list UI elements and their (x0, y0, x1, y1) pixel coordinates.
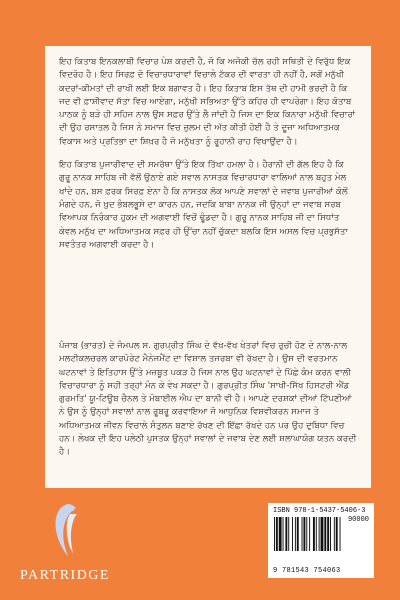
partridge-bird-icon (46, 500, 86, 560)
paragraph-1: ਇਹ ਕਿਤਾਬ ਇਨਕਲਾਬੀ ਵਿਚਾਰ ਪੇਸ਼ ਕਰਦੀ ਹੈ, ਜੋ ਕਿ ਅਜੋਕੀ ਚੱਲ ਰਹੀ ਸਥਿਤੀ ਦੇ ਵਿਰੁੱਧ ਇਕ ਵਿਦਰੋਹ ਹੈ। ਇਹ ਸਿਰਫ਼ ਦੋ ਵਿਚਾਰਧਾਰਾਵਾਂ ਵਿਚਾਲੇ ਟੱਕਰ ਦੀ ਵਾਰਤਾ ਹੀ ਨਹੀਂ ਹੈ, ਸਗੋਂ ਮਨੁੱਖੀ ਕਦਰਾਂ-ਕੀਮਤਾਂ ਦੀ ਰਾਖੀ ਲਈ ਇਕ ਬਗਾਵਤ ਹੈ। ਇਹ ਕਿਤਾਬ ਇਸ ਤੱਥ ਦੀ ਹਾਮੀ ਭਰਦੀ ਹੈ ਕਿ ਜਦ ਵੀ ਫ਼ਾਸ਼ੀਵਾਦ ਸੱਤਾ ਵਿਚ ਆਏਗਾ, ਮਨੁੱਖੀ ਸਭਿਅਤਾ ਉੱਤੇ ਕਹਿਰ ਹੀ ਵਾਪਰੇਗਾ। ਇਹ ਕੋਤਾਬ ਪਾਠਕ ਨੂੰ ਬੜੇ ਹੀ ਸਹਿਜ ਨਾਲ ਉਸ ਸਫ਼ਰ ਉੱਤੇ ਲੈ ਜਾਂਦੀ ਹੈ ਜਿਸ ਦਾ ਇਕ ਕਿਨਾਰਾ ਮਨੁੱਖੀ ਵਿਚਾਰਾਂ ਦੀ ਉਹ ਰਸਾਤਲ ਹੈ ਜਿਸ ਨੇ ਸਮਾਜ ਵਿਚ ਜ਼ੁਲਮ ਦੀ ਅੱਤ ਕੀਤੀ ਹੋਈ ਹੈ ਤੇ ਦੂਜਾ ਅਧਿਆਤਮਕ ਵਿਕਾਸ ਅਤੇ ਪ੍ਰਤਿਭਾ ਦਾ ਸ਼ਿਖ਼ਰ ਹੈ ਜੋ ਮਨੁੱਖਤਾ ਨੂੰ ਰੂਹਾਨੀ ਰਾਹ ਵਿਖਾਉਂਦਾ ਹੈ। (59, 57, 356, 147)
isbn-barcode (268, 503, 374, 578)
price-code: 90000 (347, 516, 369, 524)
isbn-number: ISBN 978-1-5437-5406-3 (273, 507, 366, 515)
barcode-digits: 9 781543 754063 (273, 567, 341, 575)
paragraph-2: ਇਹ ਕਿਤਾਬ ਪੁਜਾਰੀਵਾਦ ਦੀ ਸਮਰੱਥਾ ਉੱਤੇ ਇਕ ਤਿੱਖਾ ਹਮਲਾ ਹੈ। ਹੈਰਾਨੀ ਦੀ ਗੱਲ ਇਹ ਹੈ ਕਿ ਗੁਰੂ ਨਾਨਕ ਸਾਹਿਬ ਜੀ ਵੱਲੋਂ ਉਠਾਏ ਗਏ ਸਵਾਲ ਨਾਸਤਕ ਵਿਚਾਰਧਾਰਾ ਵਾਲਿਆਂ ਨਾਲ ਬਹੁਤ ਮੇਲ ਖਾਂਦੇ ਹਨ, ਬਸ ਫ਼ਰਕ ਸਿਰਫ਼ ਏਨਾ ਹੈ ਕਿ ਨਾਸਤਕ ਲੋਕ ਆਪਣੇ ਸਵਾਲਾਂ ਦੇ ਜਵਾਬ ਪੁਜਾਰੀਆਂ ਕੋਲੋਂ ਮੰਗਦੇ ਹਨ, ਜੋ ਖ਼ੁਦ ਭੰਬਲਭੂਸੇ ਦਾ ਕਾਰਨ ਹਨ, ਜਦਕਿ ਬਾਬਾ ਨਾਨਕ ਜੀ ਉਨ੍ਹਾਂ ਦਾ ਜਵਾਬ ਸਰਬ ਵਿਆਪਕ ਨਿਰੰਕਾਰ ਹੁਕਮ ਦੀ ਅਗਵਾਈ ਵਿਚੋਂ ਢੂੰਡਦਾ ਹੈ। ਗੁਰੂ ਨਾਨਕ ਸਾਹਿਬ ਜੀ ਦਾ ਸਿਧਾਂਤ ਕੇਵਲ ਮਨੁੱਖ ਦਾ ਅਧਿਆਤਮਕ ਸਫ਼ਰ ਹੀ ਉੱਚਾ ਨਹੀਂ ਚੁੱਕਦਾ ਬਲਕਿ ਇਸ ਅਸਲ ਵਿਚ ਪ੍ਰਭੁਸੱਤਾ ਸਵਤੰਤਰ ਅਗਵਾਈ ਕਰਦਾ ਹੈ। (59, 160, 348, 250)
paragraph-3: ਪੰਜਾਬ (ਭਾਰਤ) ਦੇ ਜੰਮਪਲ ਸ. ਗੁਰਪ੍ਰੀਤ ਸਿੰਘ ਦੇ ਵੱਖ-ਵੱਖ ਖੇਤਰਾਂ ਵਿਚ ਰੁਚੀ ਹੋਣ ਦੇ ਨਾਲ-ਨਾਲ ਮਲਟੀਕਲਚਰਲ ਕਾਰਪੋਰੇਟ ਮੈਨੇਜਮੈਂਟ ਦਾ ਵਿਸ਼ਾਲ ਤਜਰਬਾ ਵੀ ਰੱਖਦਾ ਹੈ। ਉਸ ਦੀ ਵਰਤਮਾਨ ਘਟਨਾਵਾਂ ਤੇ ਇਤਿਹਾਸ ਉੱਤੇ ਮਜ਼ਬੂਤ ਪਕੜ ਹੈ ਜਿਸ ਨਾਲ ਉਹ ਘਟਨਾਵਾਂ ਦੇ ਪਿੱਛੇ ਕੰਮ ਕਰਨ ਵਾਲੀ ਵਿਚਾਰਧਾਰਾ ਨੂੰ ਸਹੀ ਤਰ੍ਹਾਂ ਮੰਨ ਕੇ ਵੇਖ ਸਕਦਾ ਹੈ। ਗੁਰਪ੍ਰੀਤ ਸਿੰਘ 'ਸਾਖੀ-ਸਿੱਖ ਹਿਸਟਰੀ ਐਂਡ ਗੁਰਮਤਿ' ਯੂ-ਟਿਊਬ ਚੈਨਲ ਤੇ ਮੋਬਾਈਲ ਐਪ ਦਾ ਬਾਨੀ ਵੀ ਹੈ। ਆਪਣੇ ਦਰਸ਼ਕਾਂ ਦੀਆਂ ਟਿੱਪਣੀਆਂ ਨੇ ਉਸ ਨੂੰ ਉਨ੍ਹਾਂ ਸਵਾਲਾਂ ਨਾਲ ਰੂਬਰੂ ਕਰਵਾਇਆ ਜੋ ਆਧੁਨਿਕ ਵਿਸ਼ਵੀਕਰਨ ਸਮਾਜ ਤੇ ਅਧਿਆਤਮਕ ਜੀਵਨ ਵਿਚਾਲੇ ਸੰਤੁਲਨ ਬਣਾਏ ਰੱਖਣ ਦੀ ਇੱਛਾ ਰੱਖਦੇ ਹਨ ਪਰ ਉਹ ਦੁਬਿਧਾ ਵਿਚ ਹਨ। ਲੇਖਕ ਦੀ ਇਹ ਪਲੇਠੀ ਪੁਸਤਕ ਉਨ੍ਹਾਂ ਸਵਾਲਾਂ ਦੇ ਜਵਾਬ ਦੇਣ ਲਈ ਸ਼ਲਾਘਾਯੋਗ ਯਤਨ ਕਰਦੀ ਹੈ। (59, 341, 357, 458)
publisher-logo (10, 500, 120, 590)
barcode-bars (273, 517, 369, 561)
publisher-name: PARTRIDGE (20, 568, 110, 583)
author-bio-panel (45, 330, 371, 488)
